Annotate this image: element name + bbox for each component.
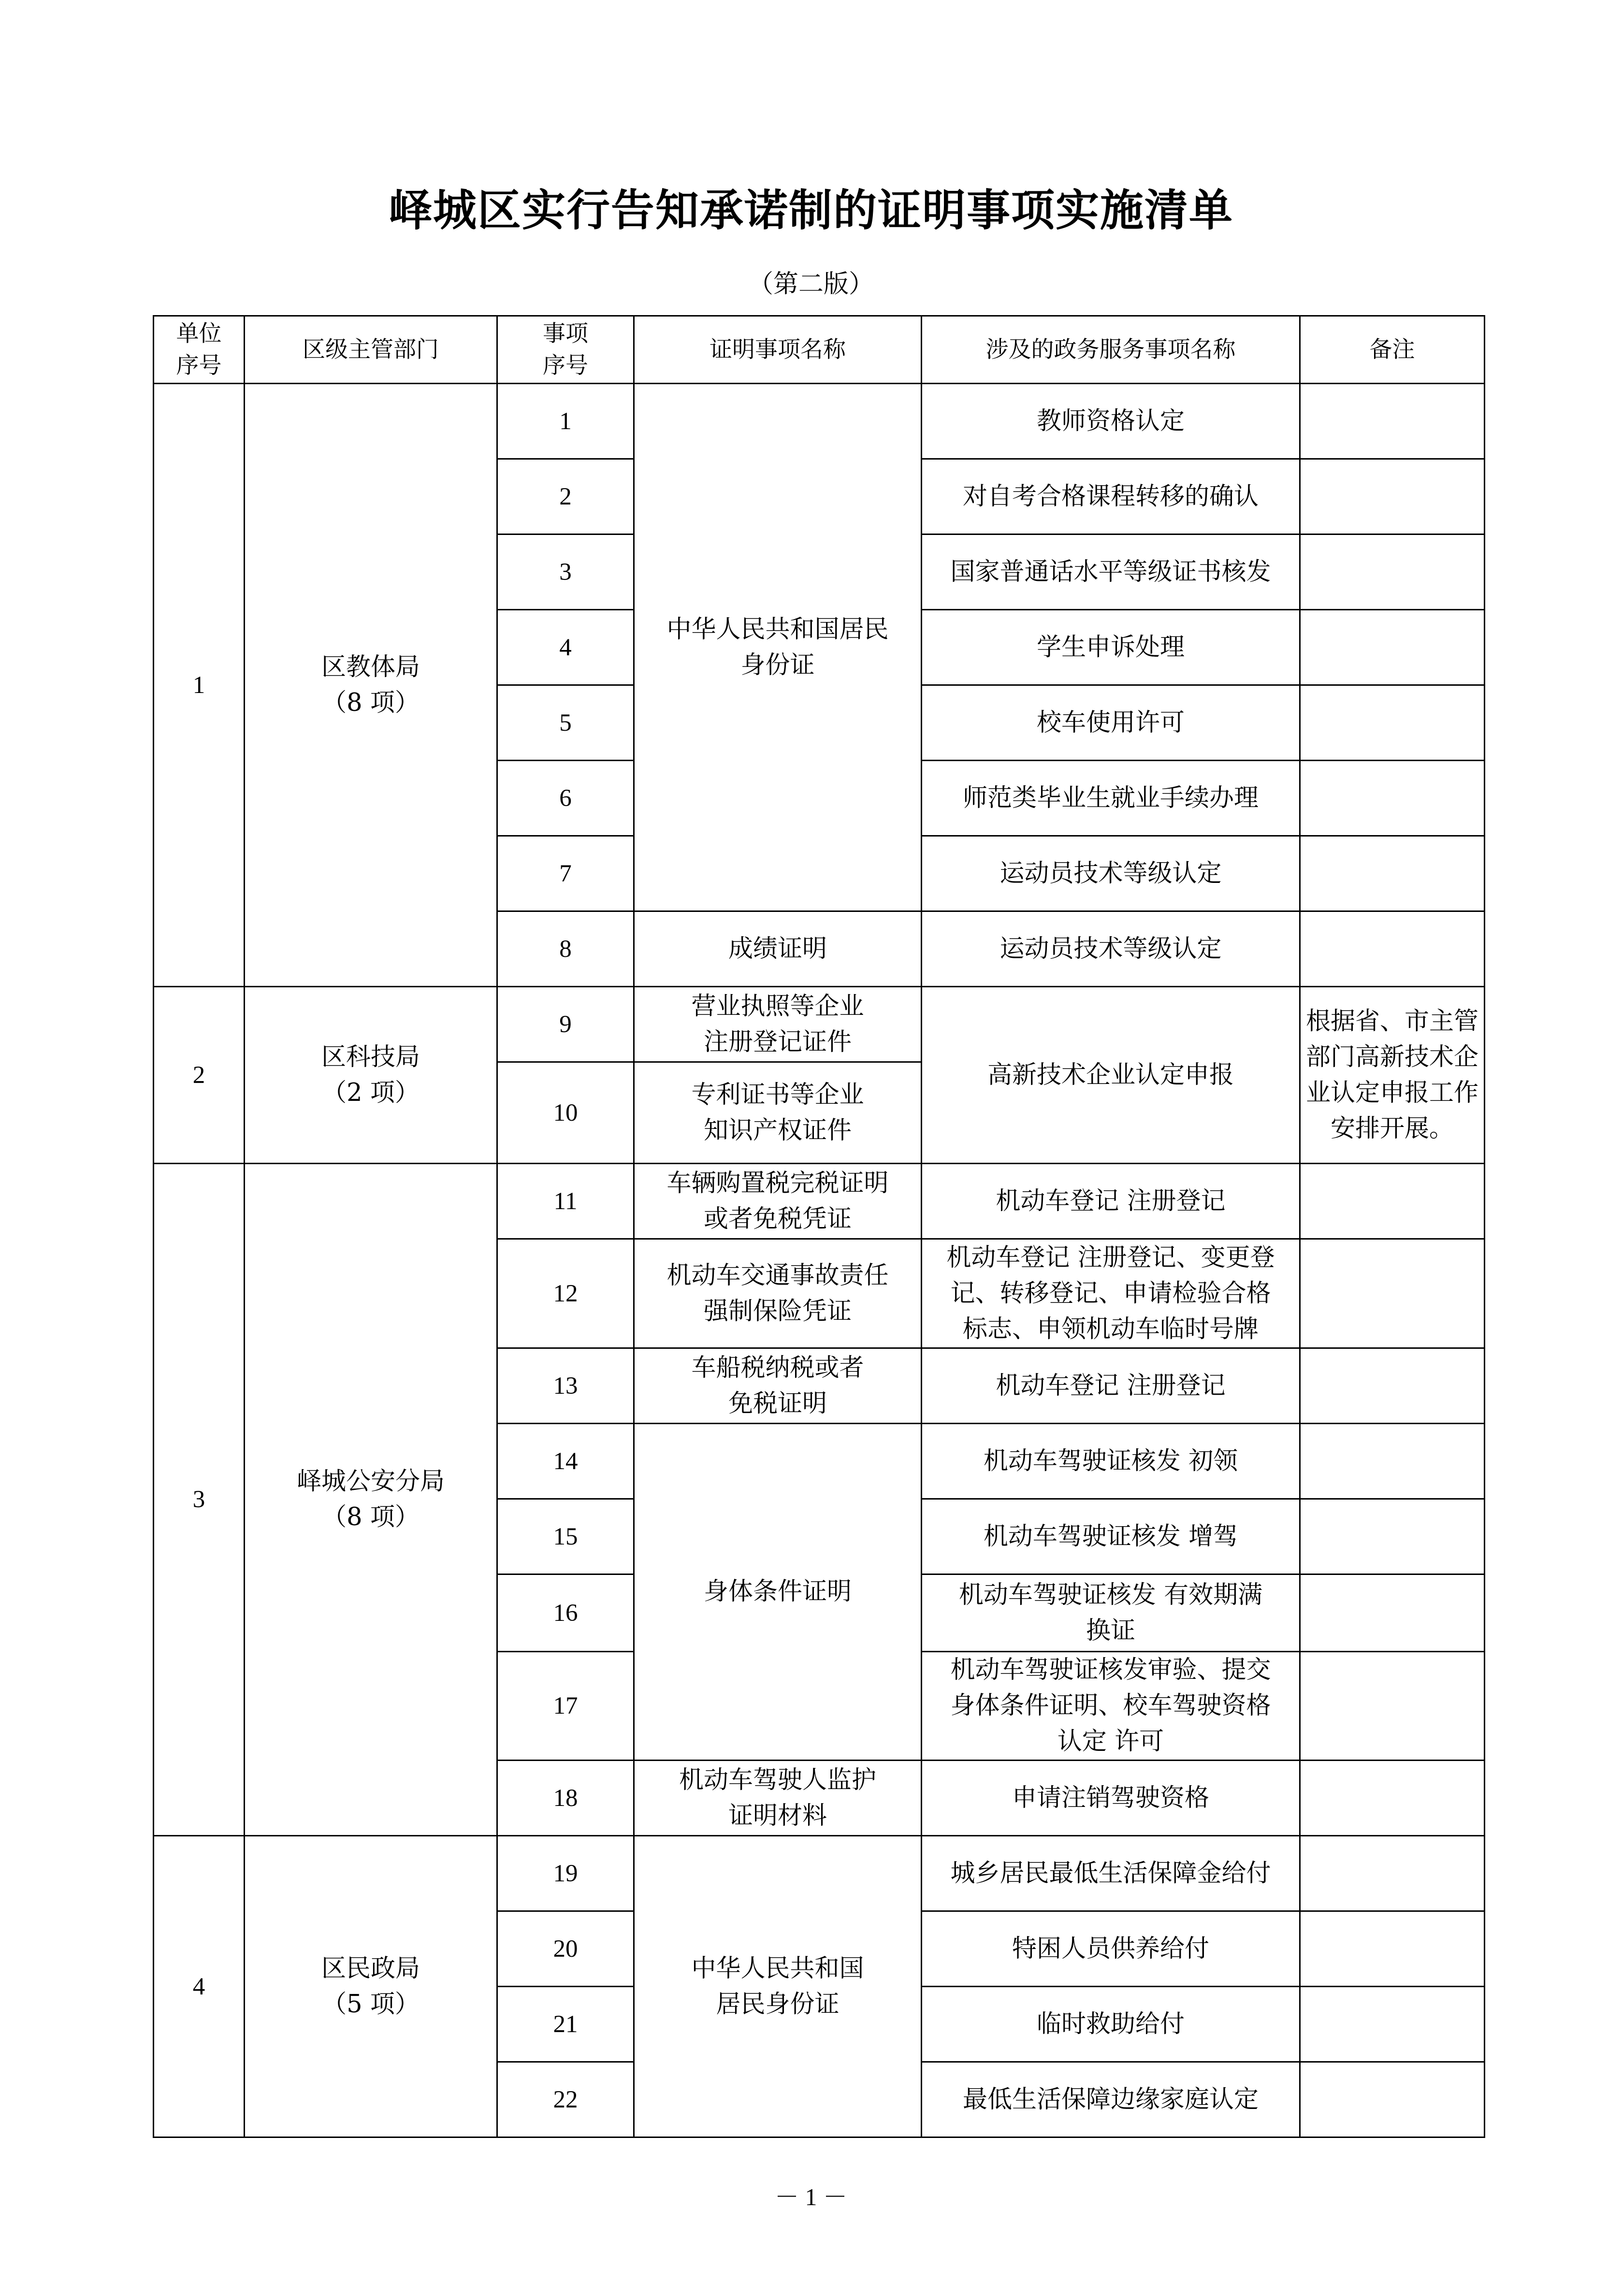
service-cell: 教师资格认定 (922, 384, 1300, 459)
item-no-cell: 16 (497, 1574, 634, 1652)
service-cell: 机动车驾驶证核发 增驾 (922, 1499, 1300, 1574)
table-row (154, 1164, 1485, 1239)
service-cell: 机动车驾驶证核发 初领 (922, 1424, 1300, 1499)
department-cell: 区民政局 （5 项） (245, 1836, 497, 2137)
remarks-cell (1300, 836, 1485, 911)
remarks-cell (1300, 384, 1485, 459)
service-cell: 运动员技术等级认定 (922, 911, 1300, 987)
department-cell: 区教体局 （8 项） (245, 384, 497, 987)
remarks-cell (1300, 1239, 1485, 1348)
remarks-cell (1300, 610, 1485, 685)
service-cell: 机动车登记 注册登记 (922, 1164, 1300, 1239)
service-cell: 国家普通话水平等级证书核发 (922, 534, 1300, 610)
remarks-cell (1300, 2062, 1485, 2137)
certificate-cell: 身体条件证明 (634, 1424, 922, 1761)
service-cell: 对自考合格课程转移的确认 (922, 459, 1300, 534)
remarks-cell (1300, 685, 1485, 761)
item-no-cell: 7 (497, 836, 634, 911)
item-no-cell: 1 (497, 384, 634, 459)
header-remarks: 备注 (1300, 316, 1485, 384)
department-cell: 峄城公安分局 （8 项） (245, 1164, 497, 1836)
table-row (154, 384, 1485, 459)
service-cell: 机动车驾驶证核发 有效期满 换证 (922, 1574, 1300, 1652)
certificate-cell: 车船税纳税或者 免税证明 (634, 1348, 922, 1424)
service-cell: 特困人员供养给付 (922, 1911, 1300, 1987)
service-cell: 机动车登记 注册登记、变更登 记、转移登记、申请检验合格 标志、申领机动车临时号牌 (922, 1239, 1300, 1348)
service-cell: 机动车驾驶证核发审验、提交 身体条件证明、校车驾驶资格 认定 许可 (922, 1652, 1300, 1761)
certificate-cell: 成绩证明 (634, 911, 922, 987)
certificate-cell: 车辆购置税完税证明 或者免税凭证 (634, 1164, 922, 1239)
item-no-cell: 19 (497, 1836, 634, 1911)
service-cell: 师范类毕业生就业手续办理 (922, 761, 1300, 836)
certificate-cell: 专利证书等企业 知识产权证件 (634, 1062, 922, 1164)
service-cell: 申请注销驾驶资格 (922, 1761, 1300, 1836)
item-no-cell: 13 (497, 1348, 634, 1424)
remarks-cell: 根据省、市主管部门高新技术企业认定申报工作安排开展。 (1300, 987, 1485, 1164)
item-no-cell: 11 (497, 1164, 634, 1239)
document-subtitle: （第二版） (748, 270, 874, 299)
unit-no-cell: 3 (154, 1164, 245, 1836)
unit-no-cell: 2 (154, 987, 245, 1164)
certification-items-table (153, 315, 1485, 2138)
item-no-cell: 6 (497, 761, 634, 836)
remarks-cell (1300, 1836, 1485, 1911)
table-row (154, 987, 1485, 1062)
item-no-cell: 22 (497, 2062, 634, 2137)
item-no-cell: 17 (497, 1652, 634, 1761)
remarks-cell (1300, 534, 1485, 610)
item-no-cell: 15 (497, 1499, 634, 1574)
table-header-row (154, 316, 1485, 384)
service-cell: 城乡居民最低生活保障金给付 (922, 1836, 1300, 1911)
unit-no-cell: 4 (154, 1836, 245, 2137)
item-no-cell: 18 (497, 1761, 634, 1836)
service-cell: 机动车登记 注册登记 (922, 1348, 1300, 1424)
service-cell: 运动员技术等级认定 (922, 836, 1300, 911)
certificate-cell: 营业执照等企业 注册登记证件 (634, 987, 922, 1062)
remarks-cell (1300, 1424, 1485, 1499)
unit-no-cell: 1 (154, 384, 245, 987)
header-department: 区级主管部门 (245, 316, 497, 384)
certificate-cell: 机动车交通事故责任 强制保险凭证 (634, 1239, 922, 1348)
item-no-cell: 2 (497, 459, 634, 534)
service-cell: 最低生活保障边缘家庭认定 (922, 2062, 1300, 2137)
item-no-cell: 21 (497, 1987, 634, 2062)
page-number: － 1 － (775, 2183, 847, 2210)
remarks-cell (1300, 1348, 1485, 1424)
remarks-cell (1300, 1987, 1485, 2062)
item-no-cell: 5 (497, 685, 634, 761)
header-item-no: 事项 序号 (497, 316, 634, 384)
remarks-cell (1300, 1761, 1485, 1836)
remarks-cell (1300, 1164, 1485, 1239)
remarks-cell (1300, 1499, 1485, 1574)
item-no-cell: 8 (497, 911, 634, 987)
item-no-cell: 20 (497, 1911, 634, 1987)
service-cell: 高新技术企业认定申报 (922, 987, 1300, 1164)
certificate-cell: 中华人民共和国 居民身份证 (634, 1836, 922, 2137)
table-row (154, 1836, 1485, 1911)
certificate-cell: 机动车驾驶人监护 证明材料 (634, 1761, 922, 1836)
item-no-cell: 4 (497, 610, 634, 685)
header-unit-no: 单位 序号 (154, 316, 245, 384)
item-no-cell: 10 (497, 1062, 634, 1164)
item-no-cell: 3 (497, 534, 634, 610)
document-title: 峄城区实行告知承诺制的证明事项实施清单 (389, 185, 1233, 236)
remarks-cell (1300, 459, 1485, 534)
remarks-cell (1300, 1652, 1485, 1761)
department-cell: 区科技局 （2 项） (245, 987, 497, 1164)
item-no-cell: 9 (497, 987, 634, 1062)
remarks-cell (1300, 1911, 1485, 1987)
item-no-cell: 14 (497, 1424, 634, 1499)
remarks-cell (1300, 1574, 1485, 1652)
header-service-name: 涉及的政务服务事项名称 (922, 316, 1300, 384)
service-cell: 校车使用许可 (922, 685, 1300, 761)
remarks-cell (1300, 761, 1485, 836)
service-cell: 学生申诉处理 (922, 610, 1300, 685)
remarks-cell (1300, 911, 1485, 987)
certificate-cell: 中华人民共和国居民 身份证 (634, 384, 922, 911)
service-cell: 临时救助给付 (922, 1987, 1300, 2062)
header-certificate-name: 证明事项名称 (634, 316, 922, 384)
item-no-cell: 12 (497, 1239, 634, 1348)
